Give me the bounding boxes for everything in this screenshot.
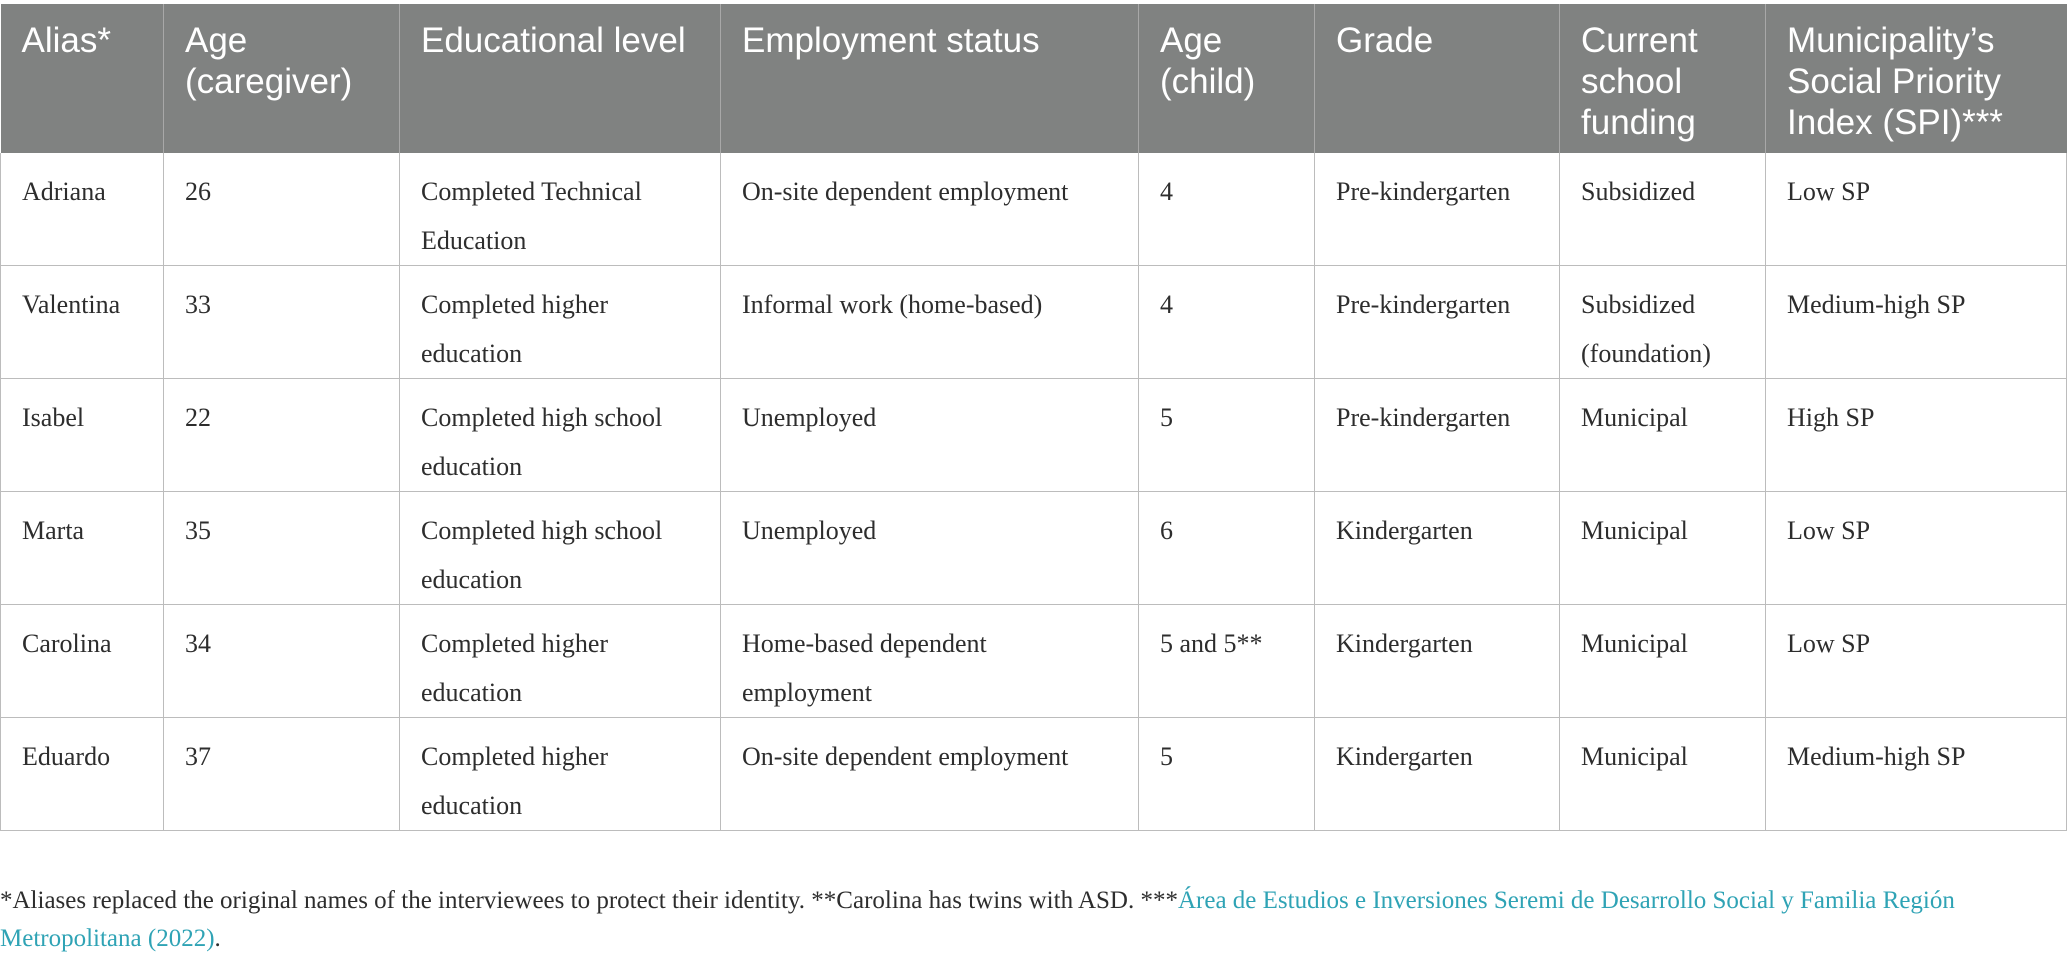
cell-spi: Low SP — [1766, 605, 2067, 718]
cell-grade: Kindergarten — [1315, 492, 1560, 605]
cell-grade: Pre-kindergarten — [1315, 266, 1560, 379]
cell-spi: Medium-high SP — [1766, 266, 2067, 379]
cell-school-funding: Subsidized (foundation) — [1560, 266, 1766, 379]
cell-spi: Low SP — [1766, 153, 2067, 266]
header-age-caregiver: Age (caregiver) — [164, 4, 400, 153]
cell-age-caregiver: 22 — [164, 379, 400, 492]
cell-age-child: 6 — [1139, 492, 1315, 605]
cell-grade: Pre-kindergarten — [1315, 153, 1560, 266]
header-employment-status: Employment status — [721, 4, 1139, 153]
cell-school-funding: Subsidized — [1560, 153, 1766, 266]
cell-school-funding: Municipal — [1560, 379, 1766, 492]
cell-age-child: 5 — [1139, 718, 1315, 831]
table-row — [1, 153, 2067, 266]
cell-alias: Isabel — [1, 379, 164, 492]
cell-age-caregiver: 35 — [164, 492, 400, 605]
cell-employment-status: On-site dependent employment — [721, 718, 1139, 831]
table-row — [1, 605, 2067, 718]
reference-link[interactable]: Área de Estudios e Inversiones Seremi de Desarrollo Social y Familia Región Metropolitana (2022) — [0, 887, 1955, 952]
cell-educational-level: Completed higher education — [400, 266, 721, 379]
cell-school-funding: Municipal — [1560, 718, 1766, 831]
header-spi: Municipality’s Social Priority Index (SPI)*** — [1766, 4, 2067, 153]
cell-alias: Adriana — [1, 153, 164, 266]
cell-grade: Kindergarten — [1315, 718, 1560, 831]
cell-educational-level: Completed Technical Education — [400, 153, 721, 266]
cell-spi: Medium-high SP — [1766, 718, 2067, 831]
cell-alias: Marta — [1, 492, 164, 605]
cell-spi: High SP — [1766, 379, 2067, 492]
cell-educational-level: Completed higher education — [400, 718, 721, 831]
header-educational-level: Educational level — [400, 4, 721, 153]
table-footnote — [0, 882, 2060, 958]
cell-alias: Carolina — [1, 605, 164, 718]
table-row — [1, 718, 2067, 831]
cell-employment-status: Home-based dependent employment — [721, 605, 1139, 718]
cell-school-funding: Municipal — [1560, 492, 1766, 605]
cell-alias: Valentina — [1, 266, 164, 379]
header-row — [1, 4, 2067, 153]
table-header — [1, 4, 2067, 153]
cell-age-caregiver: 37 — [164, 718, 400, 831]
cell-alias: Eduardo — [1, 718, 164, 831]
cell-age-child: 4 — [1139, 153, 1315, 266]
cell-educational-level: Completed higher education — [400, 605, 721, 718]
cell-age-caregiver: 34 — [164, 605, 400, 718]
table-row — [1, 379, 2067, 492]
footnote-end: . — [214, 925, 221, 952]
cell-age-caregiver: 33 — [164, 266, 400, 379]
cell-educational-level: Completed high school education — [400, 492, 721, 605]
cell-age-child: 5 and 5** — [1139, 605, 1315, 718]
footnote-text: *Aliases replaced the original names of the interviewees to protect their identity. **Carolina has twins with ASD. *** — [0, 887, 1178, 914]
cell-employment-status: Informal work (home-based) — [721, 266, 1139, 379]
cell-age-child: 5 — [1139, 379, 1315, 492]
header-grade: Grade — [1315, 4, 1560, 153]
table-body — [1, 153, 2067, 831]
cell-grade: Kindergarten — [1315, 605, 1560, 718]
header-alias: Alias* — [1, 4, 164, 153]
cell-age-caregiver: 26 — [164, 153, 400, 266]
cell-educational-level: Completed high school education — [400, 379, 721, 492]
header-school-funding: Current school funding — [1560, 4, 1766, 153]
cell-school-funding: Municipal — [1560, 605, 1766, 718]
cell-employment-status: On-site dependent employment — [721, 153, 1139, 266]
cell-employment-status: Unemployed — [721, 379, 1139, 492]
cell-grade: Pre-kindergarten — [1315, 379, 1560, 492]
table-row — [1, 492, 2067, 605]
header-age-child: Age (child) — [1139, 4, 1315, 153]
table-row — [1, 266, 2067, 379]
cell-spi: Low SP — [1766, 492, 2067, 605]
participants-table — [0, 4, 2067, 831]
cell-age-child: 4 — [1139, 266, 1315, 379]
cell-employment-status: Unemployed — [721, 492, 1139, 605]
